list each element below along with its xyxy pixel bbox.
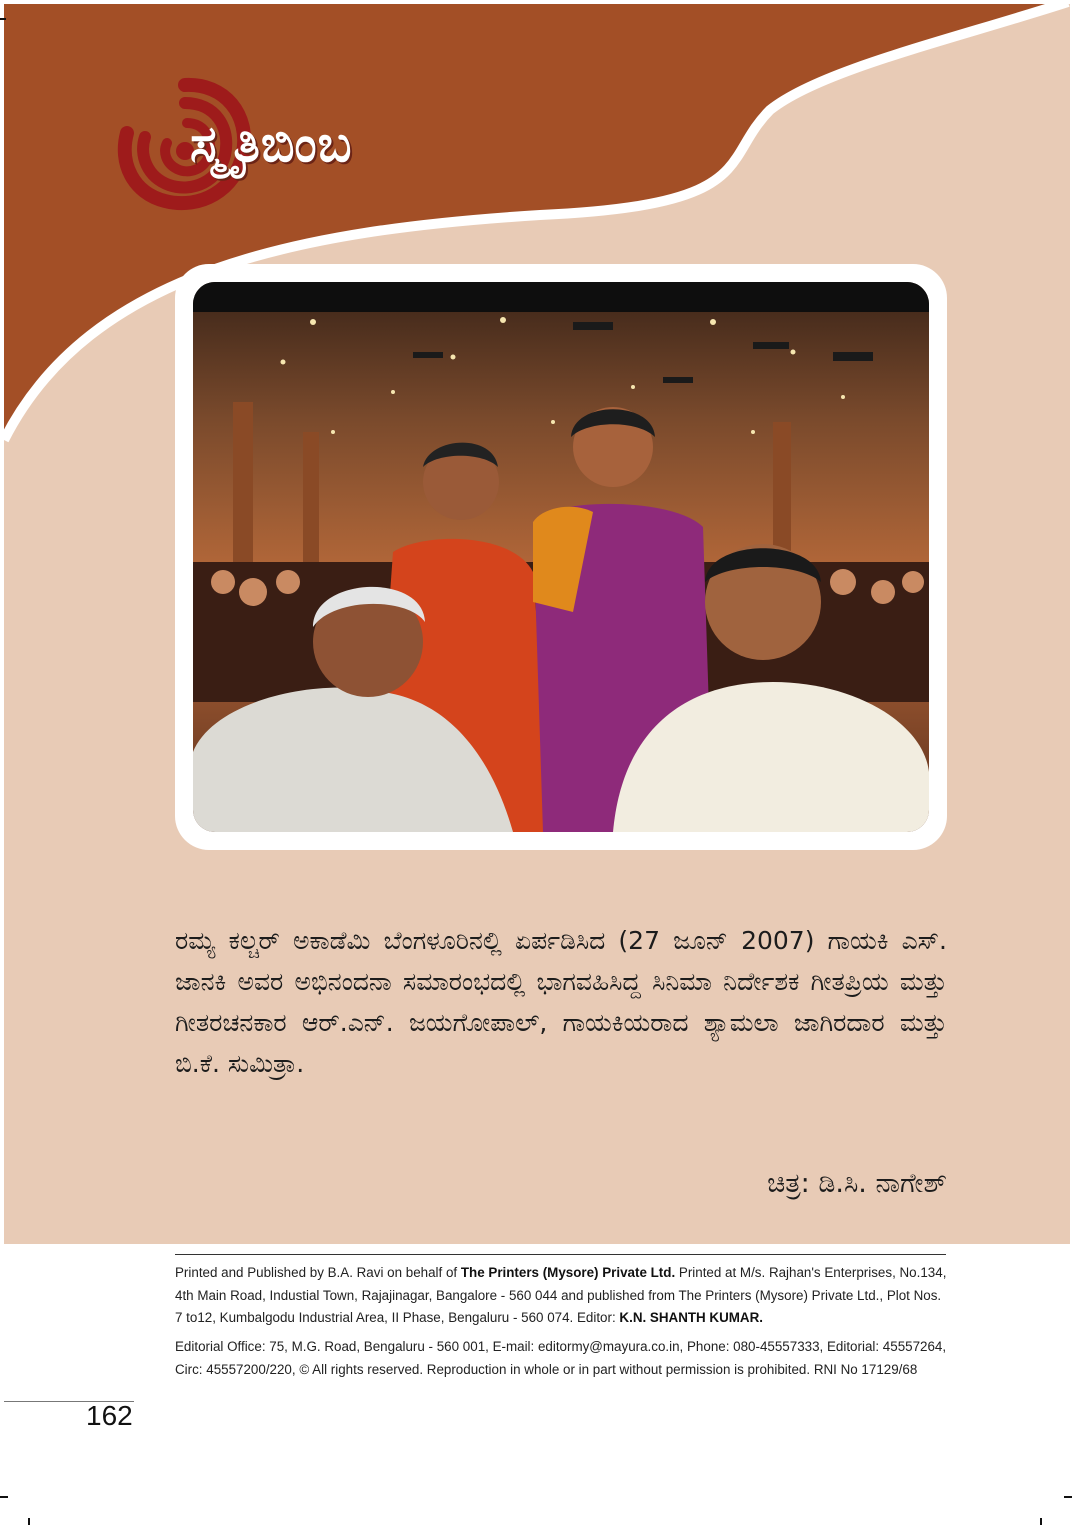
footer-divider (175, 1254, 946, 1255)
imprint-text: Printed at M/s. Rajhan's Enterprises, No.134, 4th Main Road, Industial Town, Rajajinagar, Bangalore - 560 044 and published from The Printers (Mysore) Private Ltd., Plot Nos. 7 to12, Kumbalgodu Industrial Area, II Phase, Bengaluru - 560 074. Editor: (175, 1265, 947, 1325)
imprint-text: Printed and Published by B.A. Ravi on behalf of (175, 1265, 461, 1280)
imprint-paragraph (175, 1262, 950, 1330)
crop-mark (1064, 1496, 1072, 1498)
section-title: ಸ್ಮೃತಿಬಿಂಬ (190, 115, 353, 173)
crop-mark (1040, 1518, 1042, 1525)
publisher-name: The Printers (Mysore) Private Ltd. (460, 1265, 676, 1280)
crop-mark (28, 1518, 30, 1525)
photo-credit: ಚಿತ್ರ: ಡಿ.ಸಿ. ನಾಗೇಶ್ (767, 1168, 947, 1199)
crop-mark (0, 1496, 8, 1498)
editor-name: K.N. SHANTH KUMAR. (619, 1310, 763, 1325)
crop-mark (0, 18, 6, 20)
page-number: 162 (86, 1400, 133, 1431)
group-photo-image (193, 282, 929, 832)
photo-caption: ರಮ್ಯ ಕಲ್ಚರ್ ಅಕಾಡೆಮಿ ಬೆಂಗಳೂರಿನಲ್ಲಿ ಏರ್ಪಡಿಸಿದ (27 ಜೂನ್ 2007) ಗಾಯಕಿ ಎಸ್. ಜಾನಕಿ ಅವರ ಅಭಿನಂದನಾ ಸಮಾರಂಭದಲ್ಲಿ ಭಾಗವಹಿಸಿದ್ದ ಸಿನಿಮಾ ನಿರ್ದೇಶಕ ಗೀತಪ್ರಿಯ ಮತ್ತು ಗೀತರಚನಕಾರ ಆರ್.ಎನ್. ಜಯಗೋಪಾಲ್, ಗಾಯಕಿಯರಾದ ಶ್ಯಾಮಲಾ ಜಾಗಿರದಾರ ಮತ್ತು ಬಿ.ಕೆ. ಸುಮಿತ್ರಾ. (175, 926, 947, 1078)
editorial-office-paragraph: Editorial Office: 75, M.G. Road, Bengaluru - 560 001, E-mail: editormy@mayura.co.in, Phone: 080-45557333, Editorial: 45557264, Circ: 45557200/220, © All rights reserved. Reproduction in whole or in part without permission is prohibited. RNI No 17129/68 (175, 1339, 947, 1377)
